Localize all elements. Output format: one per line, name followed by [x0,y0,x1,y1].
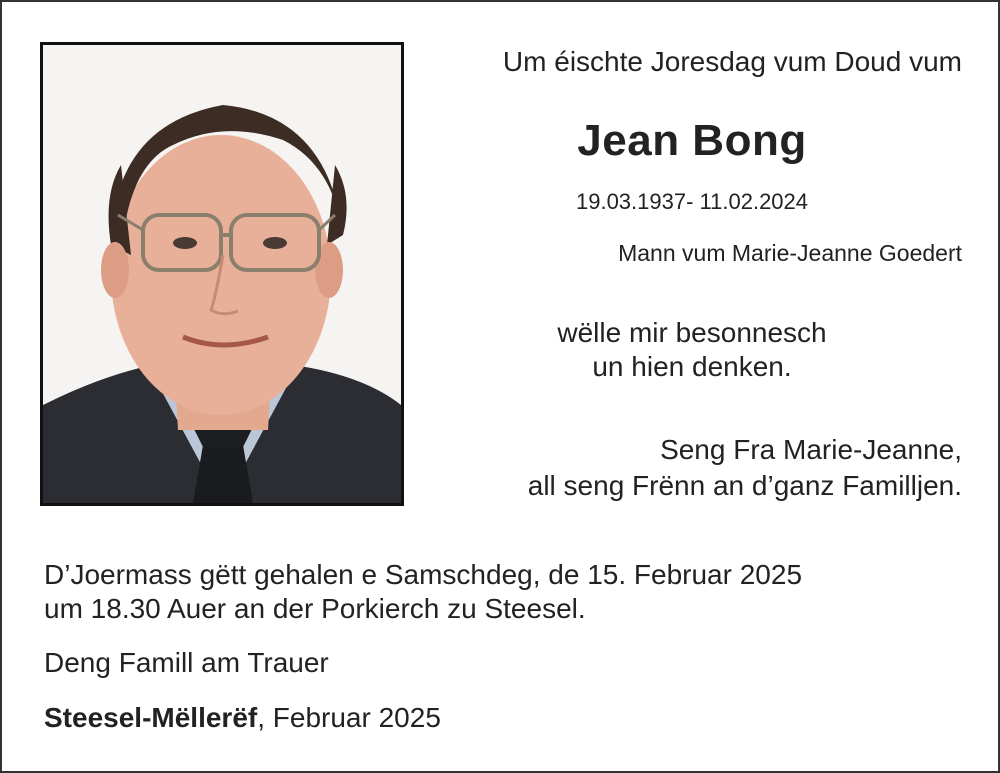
mass-announcement [44,558,964,626]
mourners-line: Seng Fra Marie-Jeanne, [660,434,962,465]
place-date: , Februar 2025 [257,702,441,733]
remembrance-line: wëlle mir besonnesch [557,317,827,348]
place-town: Steesel-Mëllerëf [44,702,258,733]
portrait-image [43,45,401,503]
mourners-text [422,432,962,504]
family-signature: Deng Famill am Trauer [44,647,329,678]
remembrance-line: un hien denken. [592,351,792,382]
remembrance-text [422,316,962,384]
portrait-photo [40,42,404,506]
intro-text: Um éischte Joresdag vum Doud vum [502,46,962,77]
mass-line: D’Joermass gëtt gehalen e Samschdeg, de 15. Februar 2025 [44,559,803,590]
place-date-line [44,702,441,734]
husband-of-text: Mann vum Marie-Jeanne Goedert [618,240,962,266]
mourners-line: all seng Frënn an d’ganz Familljen. [527,470,962,501]
life-dates: 19.03.1937- 11.02.2024 [575,189,809,214]
mass-line: um 18.30 Auer an der Porkierch zu Steesel. [44,593,586,624]
deceased-name: Jean Bong [577,116,807,165]
